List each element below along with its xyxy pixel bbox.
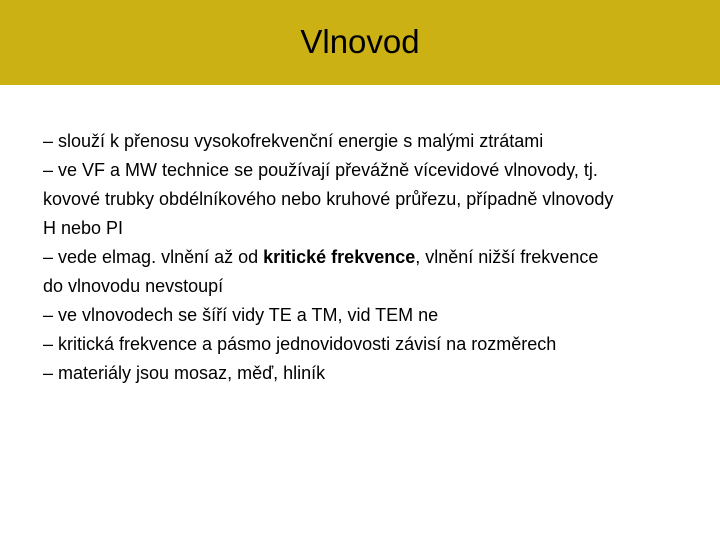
body-line-5-before: – vede elmag. vlnění až od — [43, 247, 264, 267]
body-line-1: – slouží k přenosu vysokofrekvenční energie s malými ztrátami — [43, 131, 544, 151]
body-line-5 — [43, 243, 693, 272]
body-line-2: – ve VF a MW technice se používají převážně vícevidové vlnovody, tj. — [43, 160, 598, 180]
body-line-8: – kritická frekvence a pásmo jednovidovosti závisí na rozměrech — [43, 334, 557, 354]
slide-title: Vlnovod — [300, 23, 420, 60]
body-line-4: H nebo PI — [43, 218, 124, 238]
slide-body — [43, 127, 693, 388]
emphasis-critical-frequency: kritické frekvence — [263, 247, 416, 267]
body-line-7: – ve vlnovodech se šíří vidy TE a TM, vid TEM ne — [43, 305, 439, 325]
body-line-9: – materiály jsou mosaz, měď, hliník — [43, 363, 326, 383]
body-line-3: kovové trubky obdélníkového nebo kruhové průřezu, případně vlnovody — [43, 189, 614, 209]
body-line-6: do vlnovodu nevstoupí — [43, 276, 224, 296]
body-line-5-after: , vlnění nižší frekvence — [415, 247, 599, 267]
